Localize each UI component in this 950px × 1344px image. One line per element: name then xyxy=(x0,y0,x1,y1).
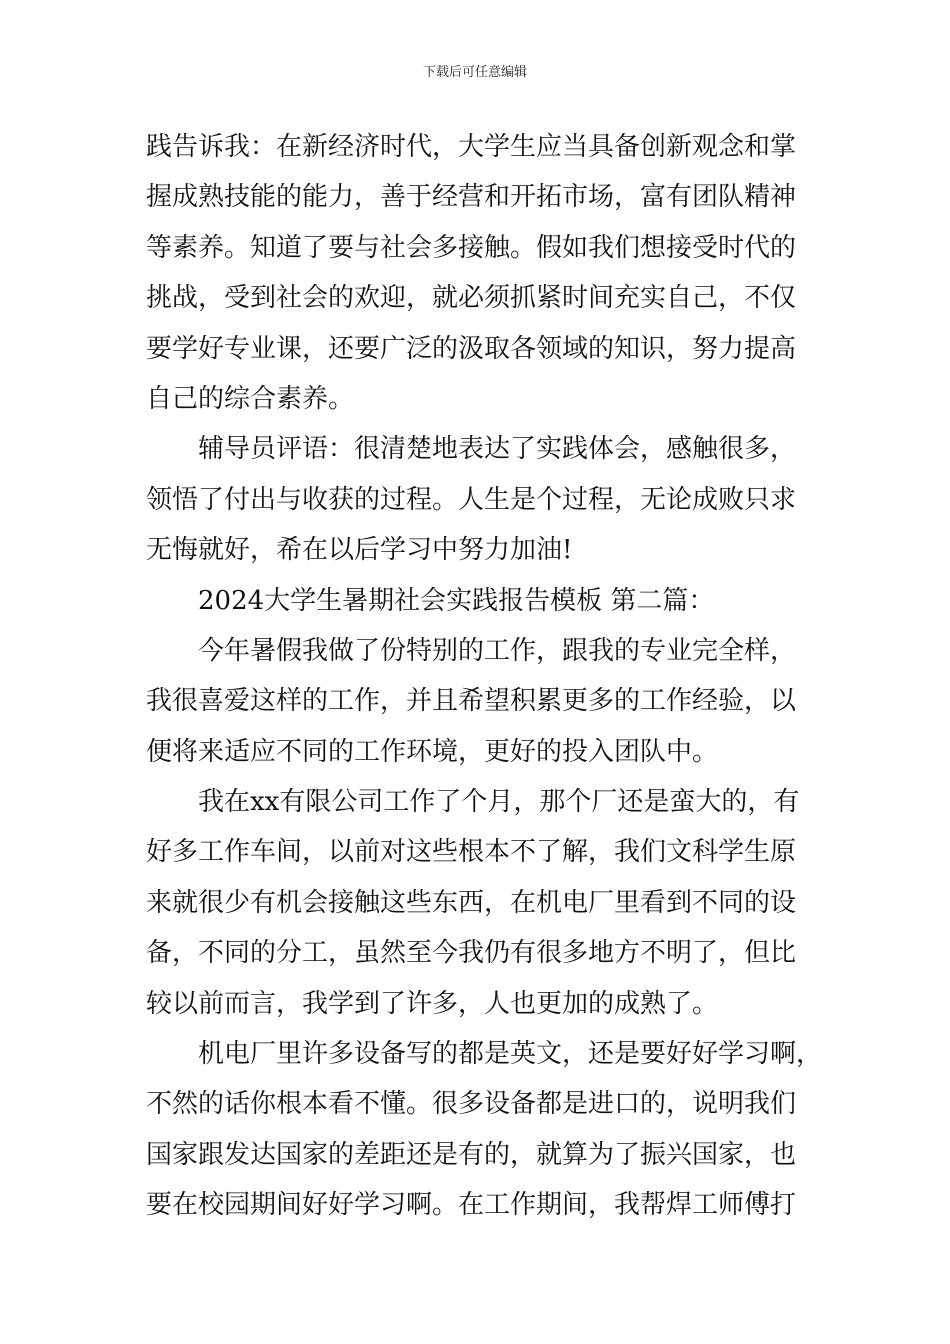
page-header: 下载后可任意编辑 xyxy=(422,65,527,80)
text-line: 备，不同的分工，虽然至今我仍有很多地方不明了，但比 xyxy=(146,938,797,969)
text-line: 挑战，受到社会的欢迎，就必须抓紧时间充实自己，不仅 xyxy=(146,283,797,314)
text-line: 要学好专业课，还要广泛的汲取各领域的知识，努力提高 xyxy=(146,333,797,364)
text-line: 要在校园期间好好学习啊。在工作期间，我帮焊工师傅打 xyxy=(146,1190,797,1221)
text-line: 等素养。知道了要与社会多接触。假如我们想接受时代的 xyxy=(146,232,797,263)
text-line: 机电厂里许多设备写的都是英文，还是要好好学习啊， xyxy=(198,1039,823,1070)
text-line: 践告诉我：在新经济时代，大学生应当具备创新观念和掌 xyxy=(146,132,797,162)
text-line: 来就很少有机会接触这些东西，在机电厂里看到不同的设 xyxy=(146,887,797,918)
text-line: 自己的综合素养。 xyxy=(146,383,355,414)
text-line: 我在xx有限公司工作了个月，那个厂还是蛮大的，有 xyxy=(198,787,800,818)
text-line: 好多工作车间，以前对这些根本不了解，我们文科学生原 xyxy=(146,837,797,868)
document-body xyxy=(146,122,823,1231)
text-line: 我很喜爱这样的工作，并且希望积累更多的工作经验，以 xyxy=(146,686,797,717)
text-line: 较以前而言，我学到了许多，人也更加的成熟了。 xyxy=(146,988,719,1019)
section-heading: 2024大学生暑期社会实践报告模板 第二篇： xyxy=(198,585,715,616)
text-line: 国家跟发达国家的差距还是有的，就算为了振兴国家，也 xyxy=(146,1139,797,1170)
text-line: 无悔就好，希在以后学习中努力加油! xyxy=(146,535,573,566)
text-line: 辅导员评语：很清楚地表达了实践体会，感触很多， xyxy=(198,434,797,465)
text-line: 不然的话你根本看不懂。很多设备都是进口的，说明我们 xyxy=(146,1089,797,1120)
text-line: 今年暑假我做了份特别的工作，跟我的专业完全样， xyxy=(198,635,797,666)
text-line: 便将来适应不同的工作环境，更好的投入团队中。 xyxy=(146,736,719,767)
text-line: 领悟了付出与收获的过程。人生是个过程，无论成败只求 xyxy=(146,484,797,515)
text-line: 握成熟技能的能力，善于经营和开拓市场，富有团队精神 xyxy=(146,182,797,213)
